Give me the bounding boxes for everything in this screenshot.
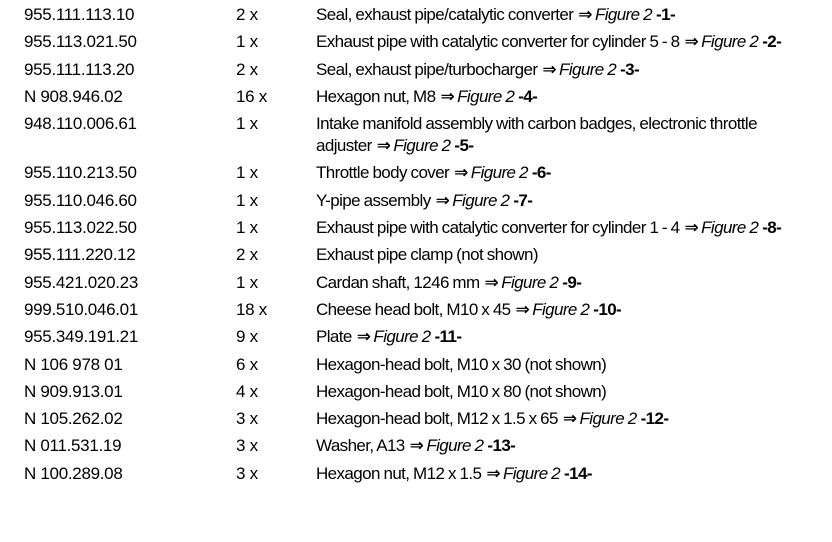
parts-row xyxy=(24,113,824,157)
figure-reference-link[interactable]: Figure 2 xyxy=(502,463,561,483)
figure-reference-link[interactable]: Figure 2 xyxy=(532,299,590,319)
figure-item-number: -12- xyxy=(640,409,669,429)
description-text: Washer, A13 xyxy=(316,436,405,456)
parts-row xyxy=(24,86,824,108)
part-number: 955.111.113.20 xyxy=(24,59,135,79)
description xyxy=(316,190,824,212)
figure-reference-link[interactable]: Figure 2 xyxy=(457,86,515,106)
parts-list xyxy=(24,4,824,490)
part-number: 955.421.020.23 xyxy=(24,272,138,292)
figure-item-number: -3- xyxy=(620,59,640,79)
description-text: Hexagon-head bolt, M10 x 30 (not shown) xyxy=(316,354,607,374)
part-number: N 106 978 01 xyxy=(24,354,123,374)
part-number: 955.113.022.50 xyxy=(24,218,137,238)
arrow-right-icon: ⇒ xyxy=(515,299,530,319)
parts-row xyxy=(24,4,824,26)
parts-row xyxy=(24,381,824,403)
arrow-right-icon: ⇒ xyxy=(486,463,500,483)
description-text: Plate xyxy=(316,327,352,347)
arrow-right-icon: ⇒ xyxy=(684,32,699,52)
description xyxy=(316,59,824,81)
quantity: 2 x xyxy=(236,5,258,24)
figure-item-number: -10- xyxy=(593,299,622,319)
description xyxy=(316,299,824,321)
description-text: Hexagon-head bolt, M12 x 1.5 x 65 xyxy=(316,409,558,429)
quantity: 1 x xyxy=(236,272,258,292)
quantity: 1 x xyxy=(236,32,258,52)
part-number: N 105.262.02 xyxy=(24,409,123,429)
description xyxy=(316,435,824,457)
figure-item-number: -5- xyxy=(454,136,474,156)
part-number: 955.110.046.60 xyxy=(24,190,137,210)
description-text: Intake manifold assembly with carbon badges, electronic throttle adjuster xyxy=(316,114,757,156)
description-text: Cardan shaft, 1246 mm xyxy=(316,272,480,292)
figure-item-number: -6- xyxy=(531,163,551,183)
description xyxy=(316,272,824,294)
parts-row xyxy=(24,463,824,485)
figure-reference-link[interactable]: Figure 2 xyxy=(594,5,653,24)
quantity: 16 x xyxy=(236,86,267,106)
part-number: 955.349.191.21 xyxy=(24,327,138,347)
description-text: Seal, exhaust pipe/catalytic converter xyxy=(316,5,574,24)
figure-reference-link[interactable]: Figure 2 xyxy=(579,409,637,429)
figure-item-number: -1- xyxy=(656,5,676,24)
description-text: Throttle body cover xyxy=(316,163,450,183)
arrow-right-icon: ⇒ xyxy=(440,86,455,106)
figure-reference-link[interactable]: Figure 2 xyxy=(701,32,759,52)
arrow-right-icon: ⇒ xyxy=(684,218,699,238)
arrow-right-icon: ⇒ xyxy=(376,136,391,156)
quantity: 3 x xyxy=(236,463,258,483)
parts-row xyxy=(24,299,824,321)
figure-reference-link[interactable]: Figure 2 xyxy=(373,327,431,347)
quantity: 2 x xyxy=(236,245,258,265)
arrow-right-icon: ⇒ xyxy=(409,436,424,456)
figure-item-number: -4- xyxy=(518,86,538,106)
figure-item-number: -7- xyxy=(513,190,533,210)
quantity: 1 x xyxy=(236,218,258,238)
description-text: Hexagon-head bolt, M10 x 80 (not shown) xyxy=(316,381,607,401)
quantity: 1 x xyxy=(236,163,258,183)
description xyxy=(316,113,824,157)
quantity: 9 x xyxy=(236,327,258,347)
parts-row xyxy=(24,190,824,212)
quantity: 3 x xyxy=(236,436,258,456)
part-number: N 909.913.01 xyxy=(24,381,123,401)
part-number: 999.510.046.01 xyxy=(24,299,138,319)
quantity: 6 x xyxy=(236,354,258,374)
quantity: 2 x xyxy=(236,59,258,79)
figure-item-number: -11- xyxy=(434,327,462,347)
parts-row xyxy=(24,244,824,266)
figure-reference-link[interactable]: Figure 2 xyxy=(470,163,528,183)
description xyxy=(316,217,824,239)
part-number: 955.111.220.12 xyxy=(24,245,136,265)
description xyxy=(316,4,824,26)
parts-row xyxy=(24,162,824,184)
parts-row xyxy=(24,435,824,457)
description-text: Hexagon nut, M12 x 1.5 xyxy=(316,463,482,483)
description-text: Cheese head bolt, M10 x 45 xyxy=(316,299,511,319)
part-number: N 011.531.19 xyxy=(24,436,122,456)
parts-row xyxy=(24,326,824,348)
figure-reference-link[interactable]: Figure 2 xyxy=(559,59,617,79)
arrow-right-icon: ⇒ xyxy=(454,163,468,183)
figure-reference-link[interactable]: Figure 2 xyxy=(501,272,559,292)
arrow-right-icon: ⇒ xyxy=(435,190,450,210)
quantity: 3 x xyxy=(236,409,258,429)
figure-item-number: -14- xyxy=(564,463,592,483)
arrow-right-icon: ⇒ xyxy=(356,327,371,347)
description-text: Exhaust pipe with catalytic converter for cylinder 5 - 8 xyxy=(316,32,680,52)
parts-row xyxy=(24,59,824,81)
description xyxy=(316,381,824,403)
description xyxy=(316,408,824,430)
figure-item-number: -2- xyxy=(762,32,782,52)
figure-item-number: -13- xyxy=(487,436,516,456)
quantity: 18 x xyxy=(236,299,267,319)
parts-row xyxy=(24,408,824,430)
figure-reference-link[interactable]: Figure 2 xyxy=(426,436,484,456)
description-text: Exhaust pipe clamp (not shown) xyxy=(316,245,538,265)
description xyxy=(316,244,824,266)
description xyxy=(316,86,824,108)
figure-reference-link[interactable]: Figure 2 xyxy=(701,218,759,238)
description-text: Exhaust pipe with catalytic converter for cylinder 1 - 4 xyxy=(316,218,680,238)
arrow-right-icon: ⇒ xyxy=(542,59,557,79)
part-number: 955.113.021.50 xyxy=(24,32,137,52)
description xyxy=(316,31,824,53)
parts-row xyxy=(24,31,824,53)
quantity: 4 x xyxy=(236,381,258,401)
part-number: N 908.946.02 xyxy=(24,86,123,106)
figure-reference-link[interactable]: Figure 2 xyxy=(452,190,510,210)
part-number: 955.111.113.10 xyxy=(24,5,135,24)
arrow-right-icon: ⇒ xyxy=(578,5,592,24)
part-number: N 100.289.08 xyxy=(24,463,123,483)
arrow-right-icon: ⇒ xyxy=(562,409,577,429)
description xyxy=(316,326,824,348)
description xyxy=(316,354,824,376)
description-text: Hexagon nut, M8 xyxy=(316,86,436,106)
figure-reference-link[interactable]: Figure 2 xyxy=(393,136,451,156)
quantity: 1 x xyxy=(236,190,258,210)
description xyxy=(316,162,824,184)
figure-item-number: -8- xyxy=(762,218,782,238)
parts-row xyxy=(24,272,824,294)
quantity: 1 x xyxy=(236,114,258,134)
part-number: 948.110.006.61 xyxy=(24,114,137,134)
parts-row xyxy=(24,354,824,376)
description xyxy=(316,463,824,485)
description-text: Seal, exhaust pipe/turbocharger xyxy=(316,59,538,79)
part-number: 955.110.213.50 xyxy=(24,163,137,183)
arrow-right-icon: ⇒ xyxy=(484,272,499,292)
parts-row xyxy=(24,217,824,239)
description-text: Y-pipe assembly xyxy=(316,190,431,210)
figure-item-number: -9- xyxy=(562,272,582,292)
